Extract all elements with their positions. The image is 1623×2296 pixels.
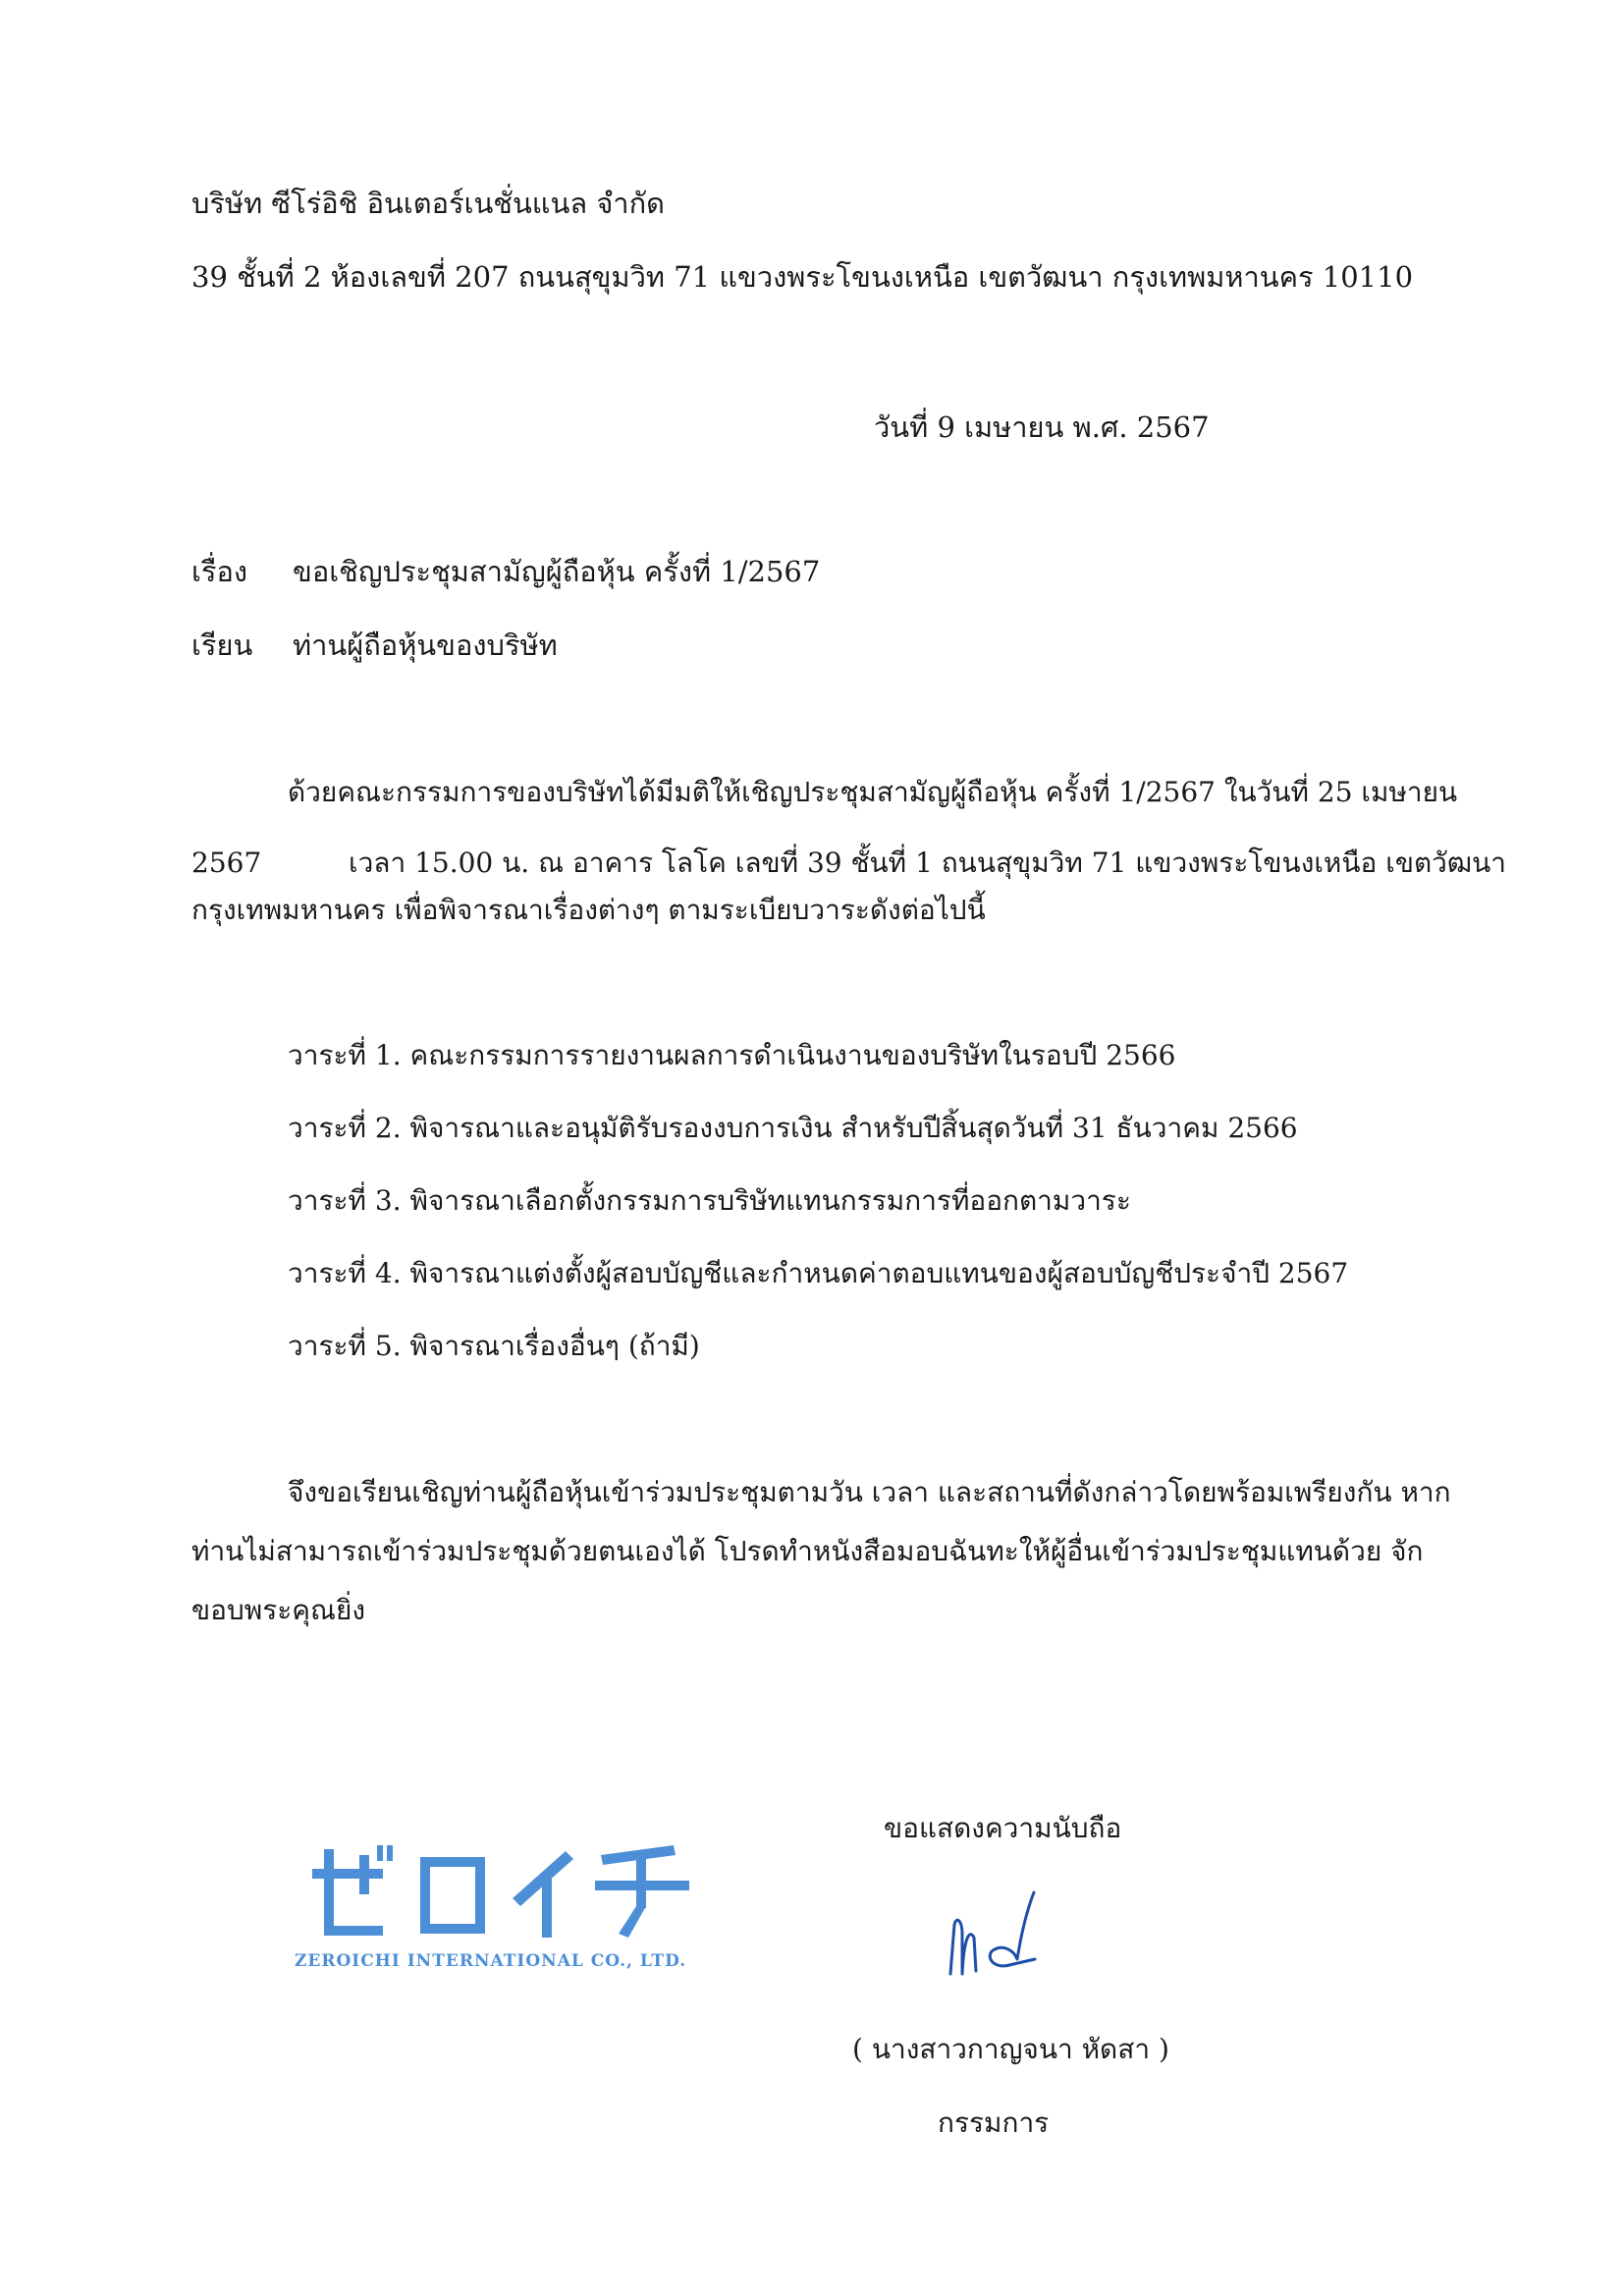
closing-line-3: ขอบพระคุณยิ่ง <box>191 1594 366 1626</box>
agenda-item-4: วาระที่ 4. พิจารณาแต่งตั้งผู้สอบบัญชีและกำหนดค่าตอบแทนของผู้สอบบัญชีประจำปี 2567 <box>288 1257 1349 1289</box>
subject-text: ขอเชิญประชุมสามัญผู้ถือหุ้น ครั้งที่ 1/2567 <box>293 555 821 588</box>
intro-line-1: ด้วยคณะกรรมการของบริษัทได้มีมติให้เชิญประชุมสามัญผู้ถือหุ้น ครั้งที่ 1/2567 ในวันที่ 25 เมษายน <box>288 776 1458 808</box>
agenda-item-1: วาระที่ 1. คณะกรรมการรายงานผลการดำเนินงานของบริษัทในรอบปี 2566 <box>288 1039 1176 1071</box>
intro-line-2-year: 2567 <box>191 847 262 879</box>
intro-line-3: กรุงเทพมหานคร เพื่อพิจารณาเรื่องต่างๆ ตามระเบียบวาระดังต่อไปนี้ <box>191 894 986 926</box>
agenda-item-3: วาระที่ 3. พิจารณาเลือกตั้งกรรมการบริษัทแทนกรรมการที่ออกตามวาระ <box>288 1184 1131 1217</box>
closing-line-1: จึงขอเรียนเชิญท่านผู้ถือหุ้นเข้าร่วมประชุมตามวัน เวลา และสถานที่ดังกล่าวโดยพร้อมเพรียงกัน หาก <box>288 1476 1451 1508</box>
signature-mark <box>941 1881 1049 1989</box>
recipient-text: ท่านผู้ถือหุ้นของบริษัท <box>293 629 558 662</box>
company-name: บริษัท ซีโร่อิชิ อินเตอร์เนชั่นแนล จำกัด <box>191 187 665 220</box>
company-address: 39 ชั้นที่ 2 ห้องเลขที่ 207 ถนนสุขุมวิท 71 แขวงพระโขนงเหนือ เขตวัฒนา กรุงเทพมหานคร 10110 <box>191 260 1414 294</box>
company-seal-katakana-logo <box>295 1841 707 1949</box>
recipient-label: เรียน <box>191 629 253 662</box>
company-seal <box>295 1841 727 1979</box>
signatory-name: ( นางสาวกาญจนา หัดสา ) <box>852 2033 1169 2065</box>
closing-line-2: ท่านไม่สามารถเข้าร่วมประชุมด้วยตนเองได้ โปรดทำหนังสือมอบฉันทะให้ผู้อื่นเข้าร่วมประชุมแทนด้วย จัก <box>191 1535 1424 1567</box>
regards-text: ขอแสดงความนับถือ <box>884 1812 1122 1844</box>
subject-label: เรื่อง <box>191 555 248 588</box>
agenda-item-2: วาระที่ 2. พิจารณาและอนุมัติรับรองงบการเงิน สำหรับปีสิ้นสุดวันที่ 31 ธันวาคม 2566 <box>288 1112 1298 1144</box>
seal-company-name: ZEROICHI INTERNATIONAL CO., LTD. <box>295 1951 687 1971</box>
signatory-position: กรรมการ <box>938 2106 1050 2139</box>
intro-line-2: เวลา 15.00 น. ณ อาคาร โลโค เลขที่ 39 ชั้นที่ 1 ถนนสุขุมวิท 71 แขวงพระโขนงเหนือ เขตวัฒนา <box>349 847 1507 879</box>
agenda-item-5: วาระที่ 5. พิจารณาเรื่องอื่นๆ (ถ้ามี) <box>288 1330 700 1362</box>
letter-date: วันที่ 9 เมษายน พ.ศ. 2567 <box>874 410 1210 444</box>
